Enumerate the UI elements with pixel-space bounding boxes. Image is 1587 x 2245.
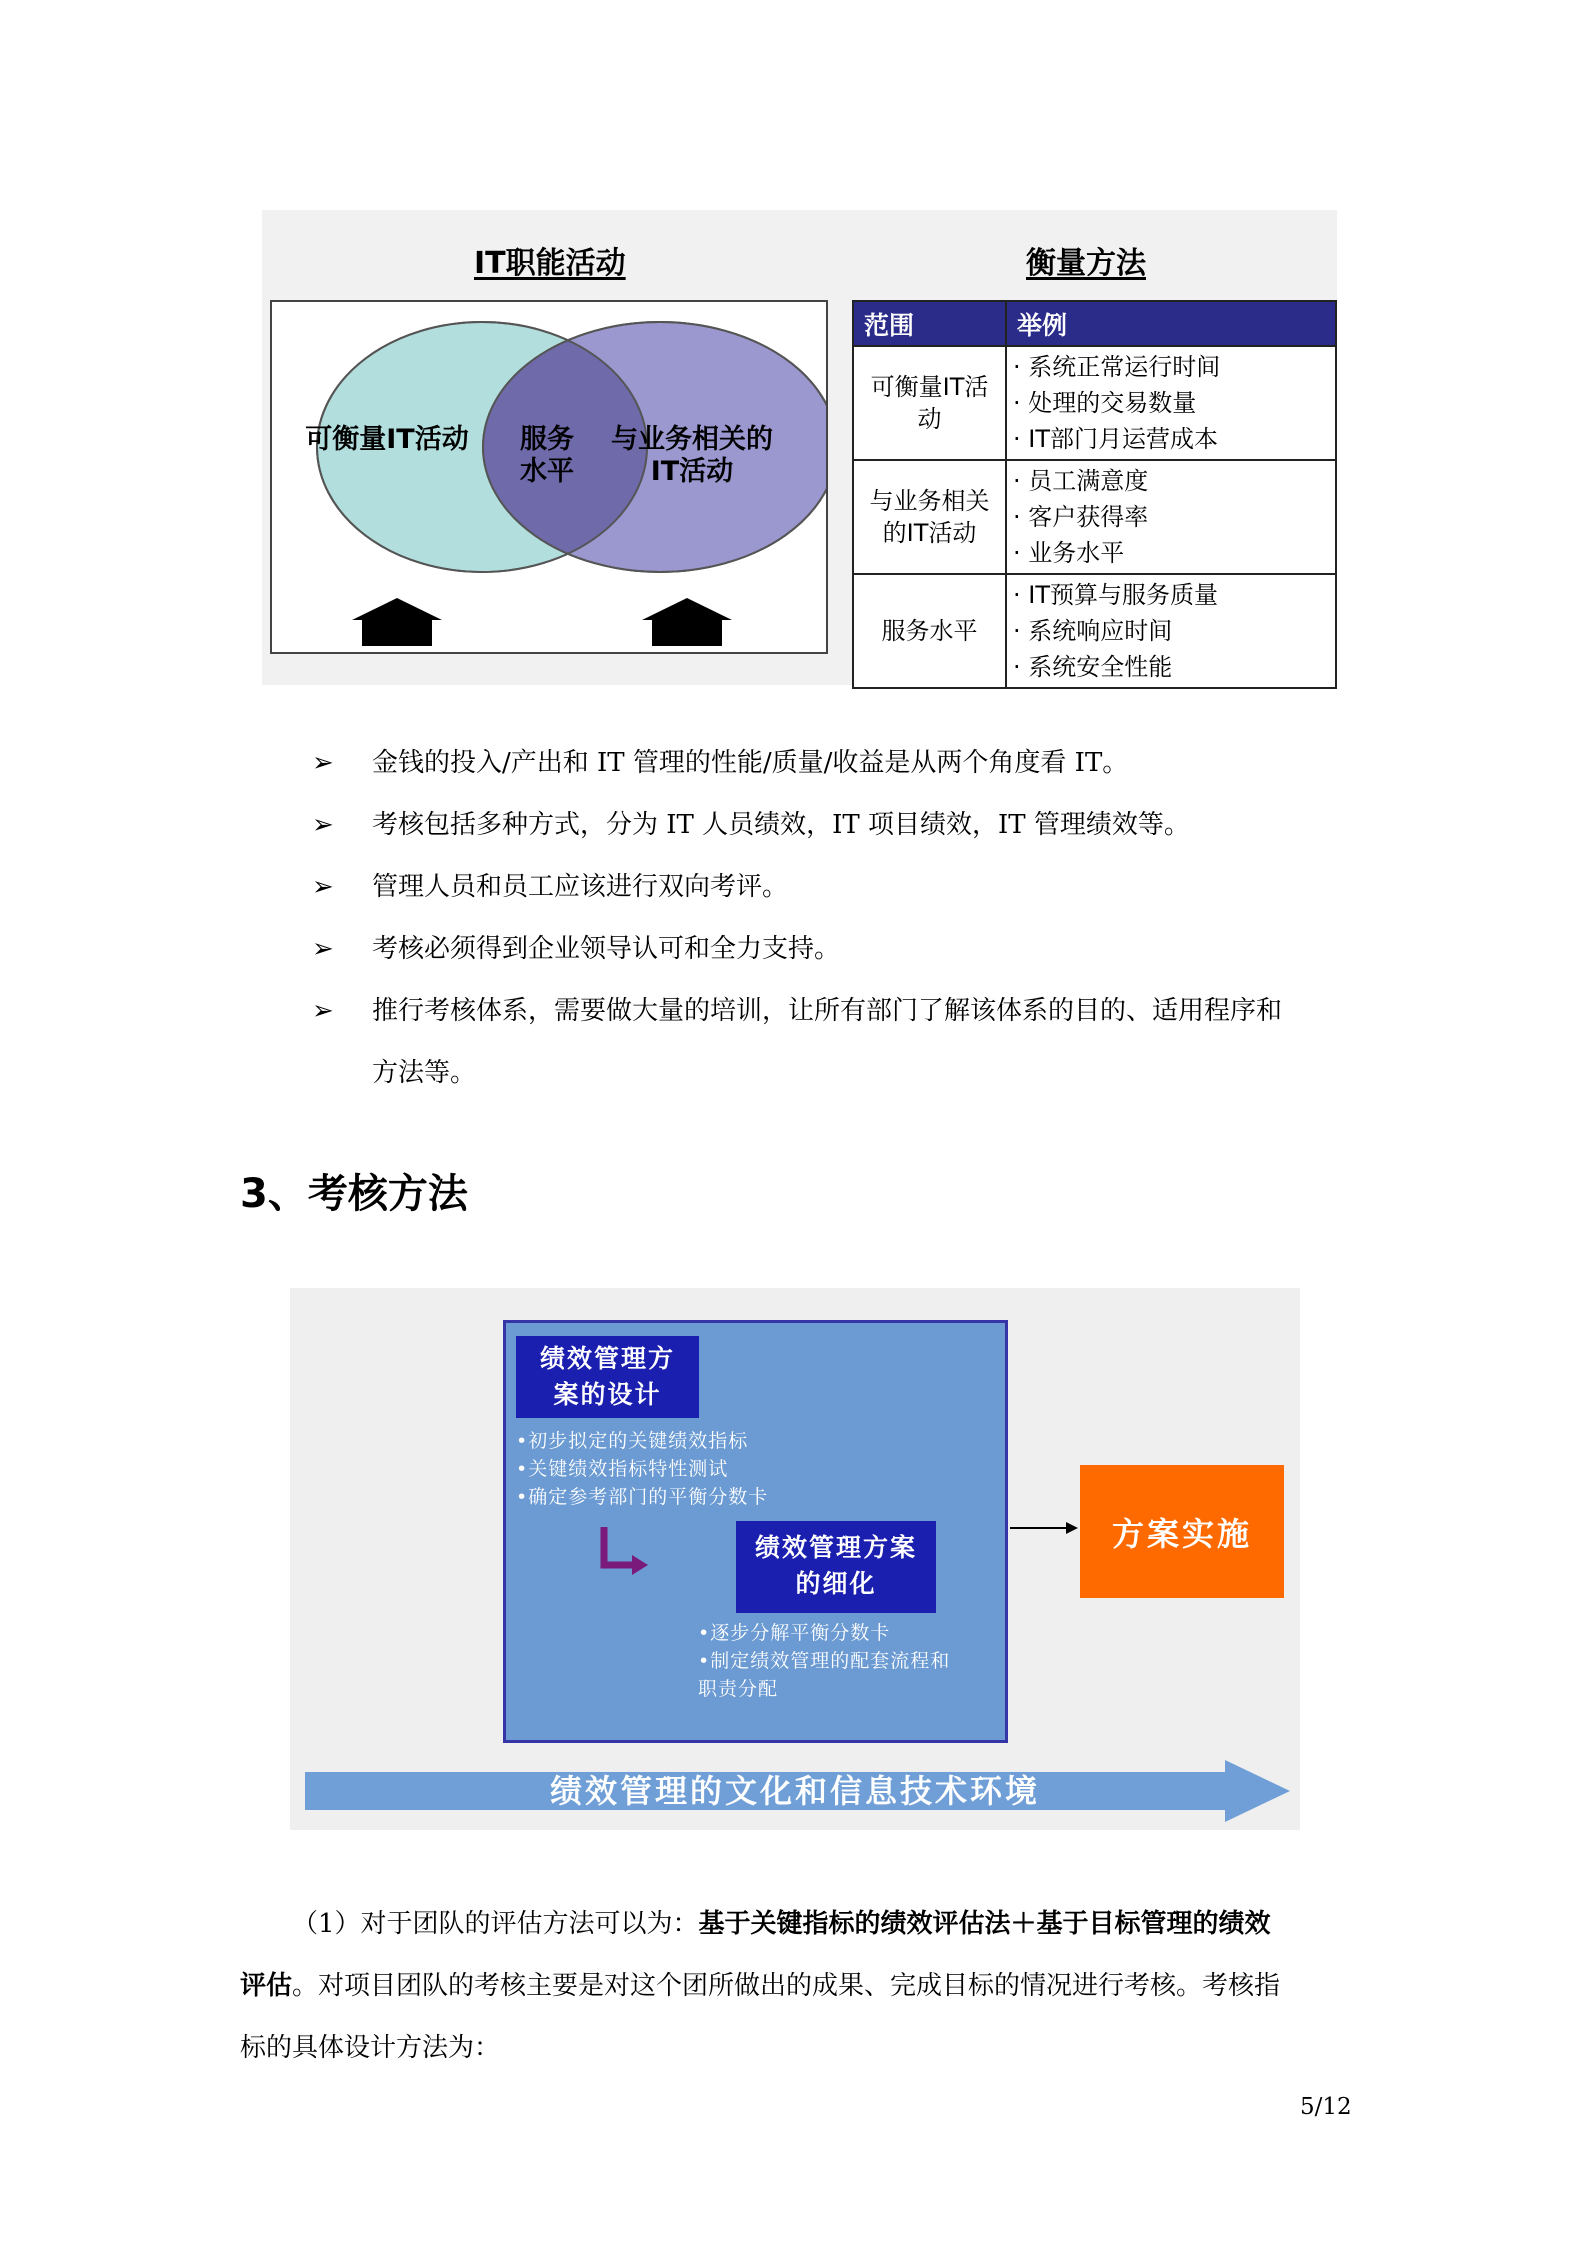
design-panel [503,1320,1008,1743]
paragraph-line: 标的具体设计方法为： [240,2033,501,2063]
right-label-line1: 与业务相关的 [611,424,773,455]
bullet-arrow-icon: ➢ [312,934,334,964]
overlap-label-line1: 服务 [520,424,574,455]
environment-band-label: 绩效管理的文化和信息技术环境 [549,1772,1040,1810]
design-bullets: •初步拟定的关键绩效指标 •关键绩效指标特性测试 •确定参考部门的平衡分数卡 [516,1430,769,1508]
right-arrow-icon [1008,1518,1080,1538]
table-row [853,460,1336,574]
refinement-bullets: •逐步分解平衡分数卡 •制定绩效管理的配套流程和 职责分配 [698,1622,951,1700]
section-heading: 3、考核方法 [240,1171,468,1217]
venn-diagram [270,300,828,654]
bullet-arrow-icon: ➢ [312,872,334,902]
table-cell-examples: · IT预算与服务质量 · 系统响应时间 · 系统安全性能 [1006,574,1336,688]
up-arrow-left [352,598,442,646]
implementation-box: 方案实施 [1080,1465,1284,1598]
design-box: 绩效管理方 案的设计 [516,1336,699,1418]
table-cell-examples: · 员工满意度 · 客户获得率 · 业务水平 [1006,460,1336,574]
table-title: 衡量方法 [1026,246,1146,281]
table-header-example: 举例 [1006,301,1336,346]
table-header-scope: 范围 [853,301,1006,346]
table-row [853,346,1336,460]
bullet-arrow-icon: ➢ [312,810,334,840]
up-arrow-right [642,598,732,646]
venn-title: IT职能活动 [474,246,626,281]
measurement-table [852,300,1337,689]
refinement-box: 绩效管理方案 的细化 [736,1521,936,1613]
right-label-line2: IT活动 [650,456,734,487]
left-circle-label: 可衡量IT活动 [305,424,469,455]
right-circle-label [592,424,792,488]
performance-management-figure [290,1288,1300,1830]
paragraph-line: （1）对于团队的评估方法可以为：基于关键指标的绩效评估法＋基于目标管理的绩效 [292,1909,1271,1939]
bullet-arrow-icon: ➢ [312,996,334,1026]
table-cell-scope: 可衡量IT活 动 [853,346,1006,460]
table-cell-scope: 服务水平 [853,574,1006,688]
page-number: 5/12 [1300,2094,1352,2120]
overlap-label-line2: 水平 [520,456,574,487]
overlap-label [512,424,582,488]
it-measurement-figure [262,210,1337,685]
paragraph-line: 评估。对项目团队的考核主要是对这个团所做出的成果、完成目标的情况进行考核。考核指 [240,1971,1281,2001]
table-row [853,574,1336,688]
table-cell-scope: 与业务相关 的IT活动 [853,460,1006,574]
bullet-arrow-icon: ➢ [312,748,334,778]
table-cell-examples: · 系统正常运行时间 · 处理的交易数量 · IT部门月运营成本 [1006,346,1336,460]
bend-arrow-icon [596,1523,656,1583]
